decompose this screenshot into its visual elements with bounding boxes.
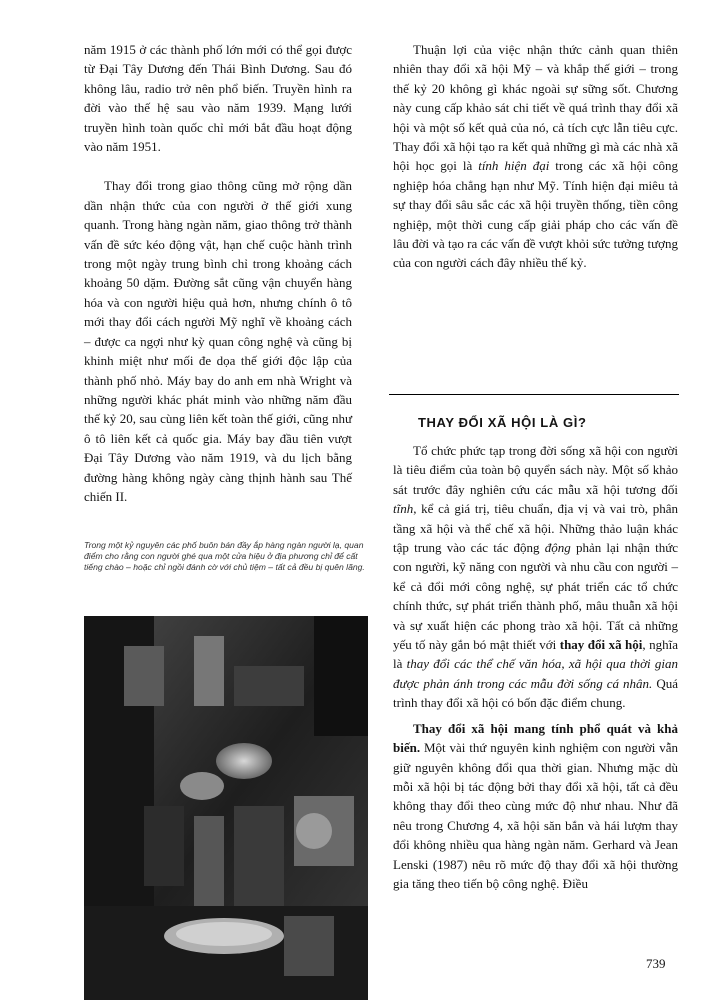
right-column	[393, 40, 678, 279]
photo-caption: Trong một kỷ nguyên các phố buôn bán đầy ắp hàng ngàn người lạ, quan điểm cho rằng con người ghé qua một cửa hiệu ở địa phương chỉ để cất tiếng chào – hoặc chỉ ngồi đánh cờ với chủ tiệm – tất cả đều bị quên lãng.	[84, 540, 365, 573]
section-heading: THAY ĐỔI XÃ HỘI LÀ GÌ?	[418, 415, 587, 430]
section-divider	[389, 394, 679, 395]
body-paragraph: Tổ chức phức tạp trong đời sống xã hội con người là tiêu điểm của toàn bộ quyển sách này. Một số khảo sát trước đây nghiên cứu các mẫu xã hội tương đối tĩnh, kể cả giá trị, tiêu chuẩn, địa vị và vai trò, phân tầng xã hội và thể chế xã hội. Những thảo luận khác tập trung vào các tác động động phản lại nhận thức con người, kỹ năng con người và nhu cầu con người – kể cả đổi mới công nghệ, sự phát triển các tổ chức chính thức, sự phát triển thành phố, mâu thuẫn xã hội và sự xuất hiện các phong trào xã hội. Tất cả những yếu tố này gắn bó mật thiết với thay đổi xã hội, nghĩa là thay đổi các thể chế văn hóa, xã hội qua thời gian được phản ánh trong các mẫu đời sống cá nhân. Quá trình thay đổi xã hội có bốn đặc điểm chung.	[393, 443, 679, 711]
photo-general-store	[84, 616, 368, 1000]
section-body	[393, 441, 678, 899]
body-paragraph: Thay đổi xã hội mang tính phổ quát và khả biến. Một vài thứ nguyên kinh nghiệm con người vẫn giữ nguyên không đổi qua thời gian. Nhưng mặc dù mỗi xã hội bị tác động bởi thay đổi xã hội, tất cả đều không thay đổi theo cùng mức độ như nhau. Như đã nêu trong Chương 4, xã hội săn bắn và hái lượm thay đổi không nhiều qua hàng ngàn năm. Gerhard và Jean Lenski (1987) nêu rõ mức độ thay đổi xã hội thường gia tăng theo tiến bộ công nghệ. Điều	[393, 720, 678, 891]
body-paragraph: Thay đổi trong giao thông cũng mở rộng dần dần nhận thức của con người ở thế giới xung quanh. Trong hàng ngàn năm, giao thông trở thành vấn đề sức kéo động vật, hạn chế cuộc hành trình trong một ngày trung bình chỉ trong khoảng cách khoảng 50 dặm. Đường sắt cũng vận chuyển hàng hóa và con người hiệu quả hơn, nhưng chính ô tô mới thay đổi cách người Mỹ nghĩ về khoảng cách – được ca ngợi như kỳ quan công nghệ và cũng bị khinh miệt như mối đe dọa thế giới độc lập của thành phố nhỏ. Máy bay do anh em nhà Wright và những người khác phát minh vào những năm đầu thế kỷ 20, sau cùng liên kết toàn thế giới, cũng như ô tô liên kết cả quốc gia. Máy bay đầu tiên vượt Đại Tây Dương vào năm 1919, và du lịch bằng đường hàng không ngày càng thịnh hành sau Thế chiến II.	[84, 178, 352, 504]
page-number: 739	[646, 956, 666, 971]
body-paragraph: năm 1915 ở các thành phố lớn mới có thể gọi được từ Đại Tây Dương đến Thái Bình Dương. Sau đó không lâu, radio trở nên phổ biến. Truyền hình ra đời vào thế hệ sau vào năm 1939. Mạng lưới truyền hình toàn quốc chỉ mới bắt đầu hoạt động vào năm 1951.	[84, 42, 352, 155]
left-column	[84, 40, 352, 512]
body-paragraph: Thuận lợi của việc nhận thức cảnh quan thiên nhiên thay đổi xã hội Mỹ – và khắp thế giới – trong thế kỷ 20 không gì khác ngoài sự sững sốt. Chương này cung cấp khảo sát chi tiết về quá trình thay đổi xã hội và một số kết quả của nó, cả tích cực lẫn tiêu cực. Thay đổi xã hội tạo ra kết quả những gì mà các nhà xã hội học gọi là tính hiện đại trong các xã hội công nghiệp hóa chẳng hạn như Mỹ. Tính hiện đại miêu tả sự thay đổi sâu sắc các xã hội truyền thống, tiền công nghiệp, một thời cung cấp giải pháp cho các vấn đề lâu đời và tạo ra các vấn đề vượt khỏi sức tưởng tượng của con người cách đây nhiều thế kỷ.	[393, 42, 678, 271]
